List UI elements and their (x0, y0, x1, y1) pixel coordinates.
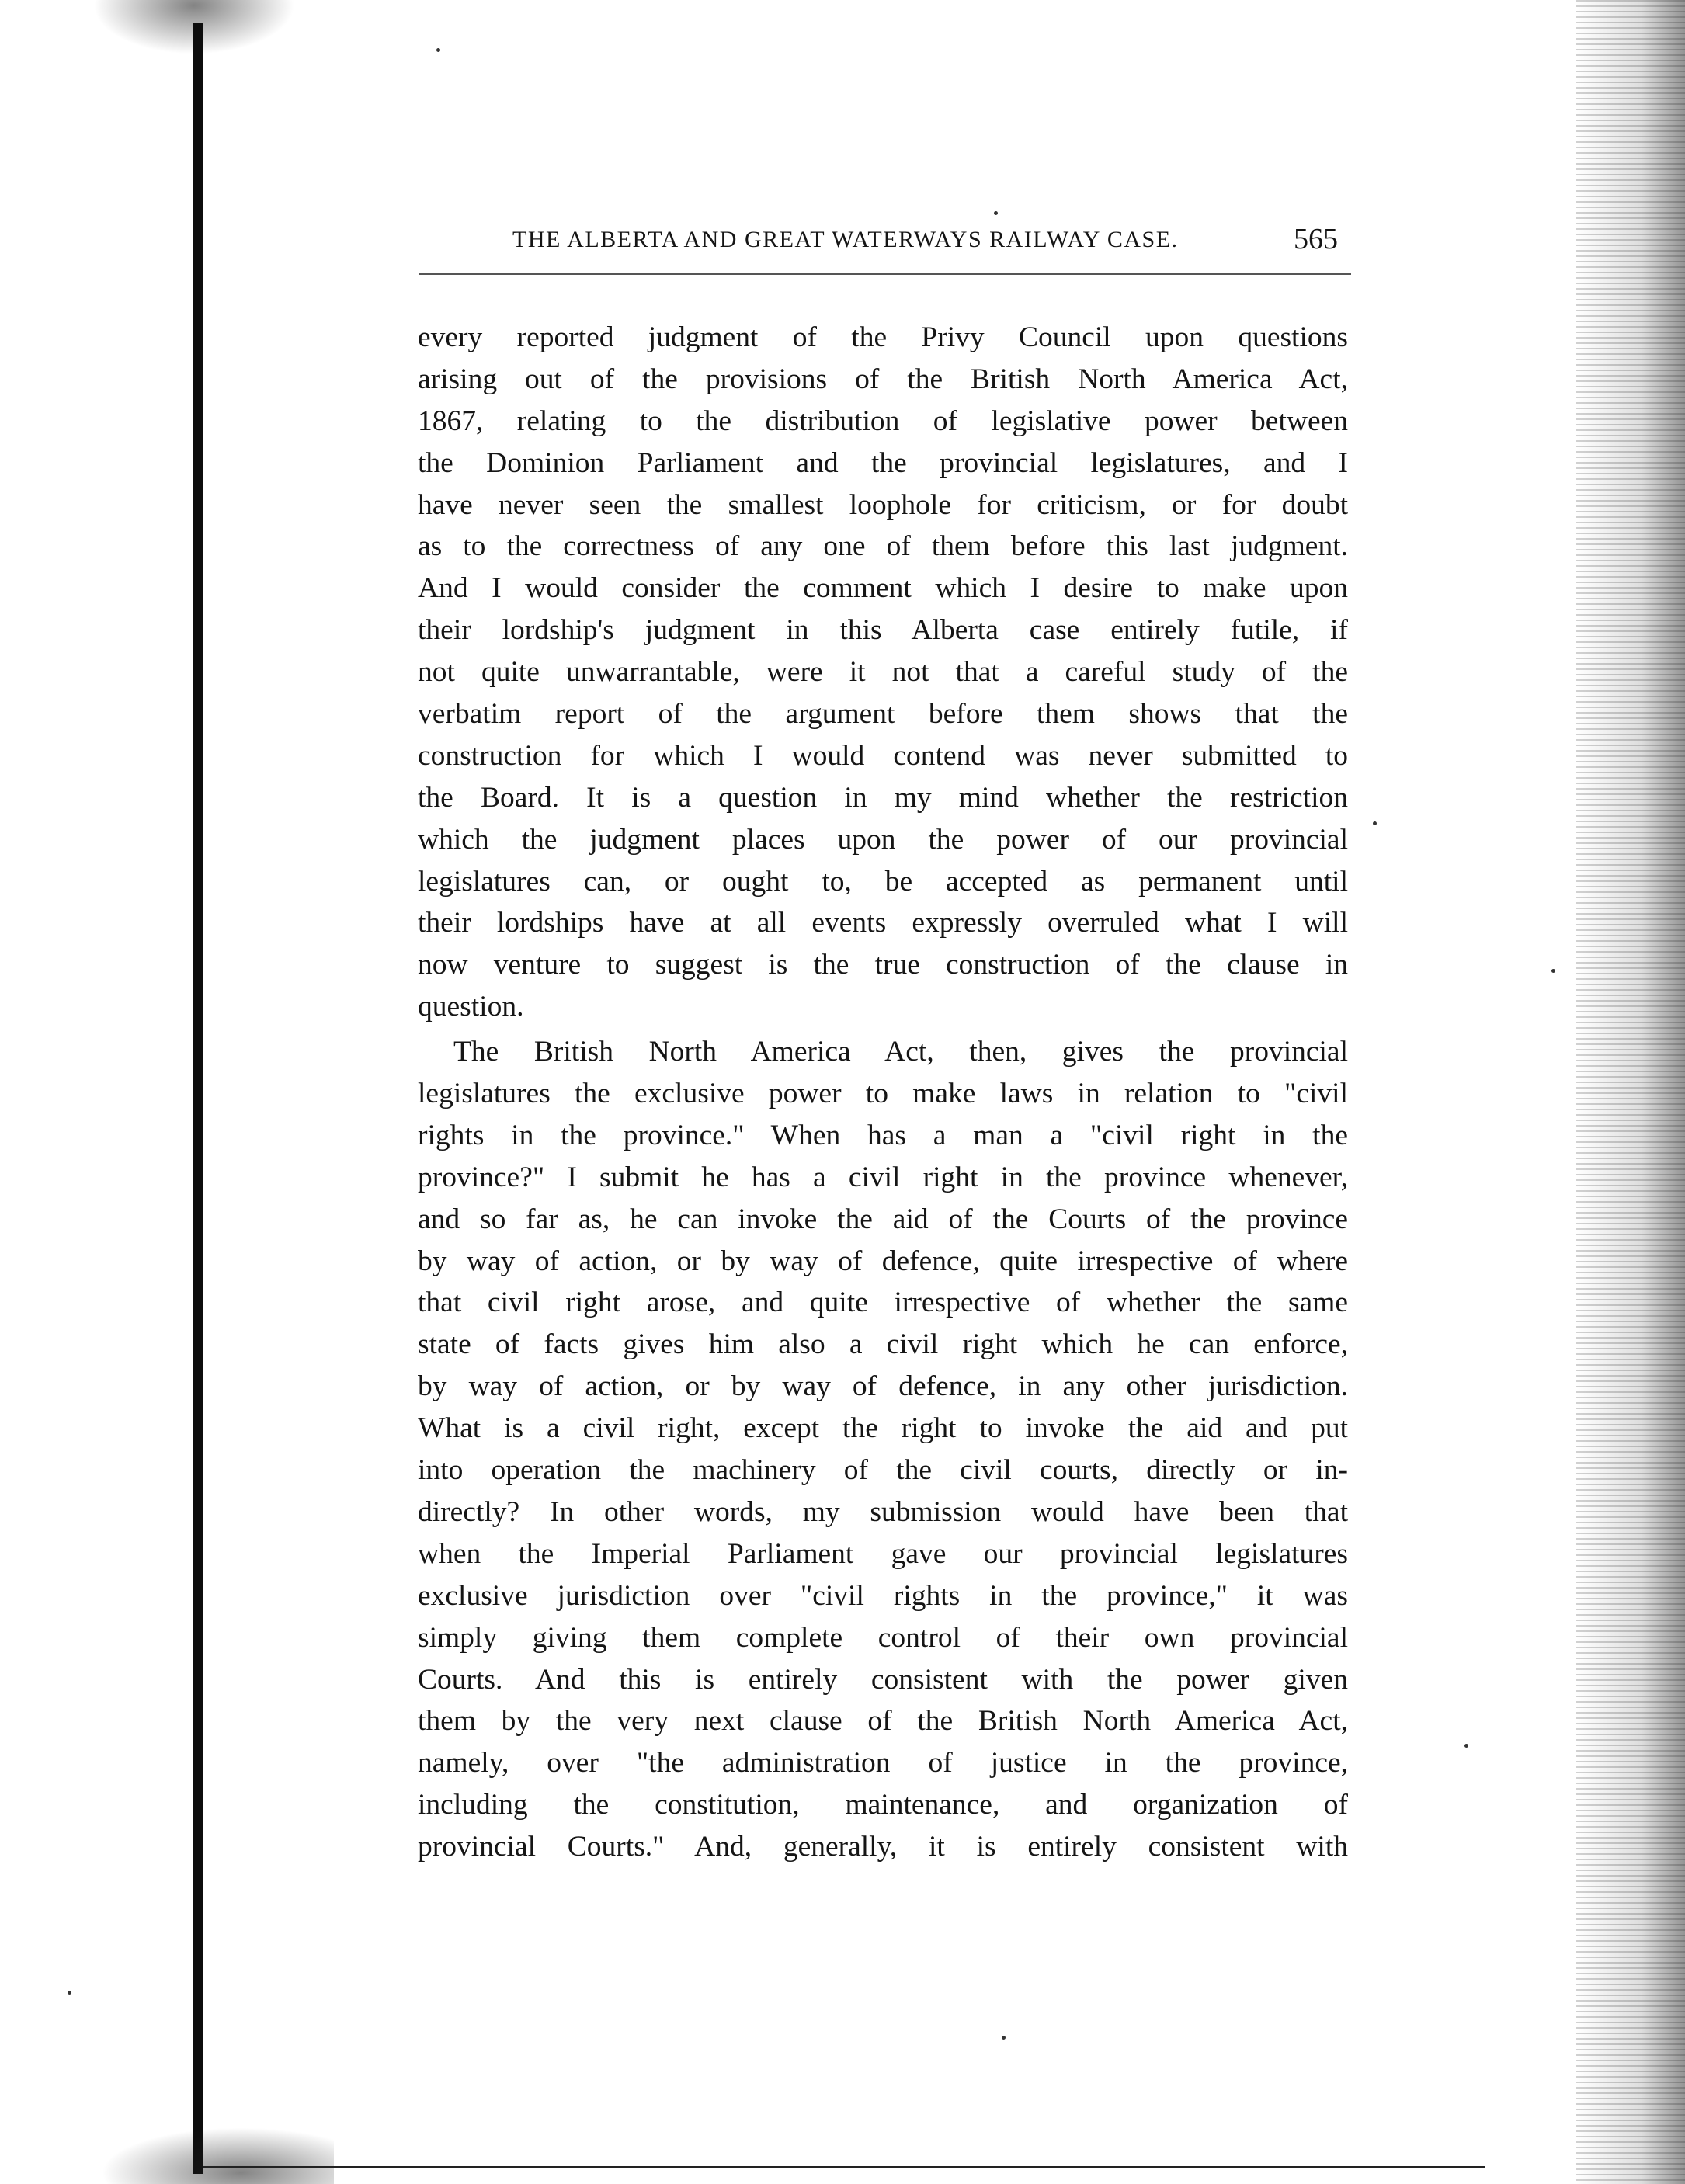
text-line: including the constitution, maintenance, and organization of (418, 1789, 1348, 1821)
text-line: simply giving them complete control of their own provincial (418, 1621, 1348, 1654)
text-line: exclusive jurisdiction over "civil rights in the province," it was (418, 1579, 1348, 1612)
text-line: rights in the province." When has a man a "civil right in the (418, 1119, 1348, 1151)
text-line: have never seen the smallest loophole for criticism, or for doubt (418, 488, 1348, 521)
text-line: directly? In other words, my submission would have been that (418, 1495, 1348, 1528)
text-line: them by the very next clause of the British North America Act, (418, 1705, 1348, 1738)
text-line: every reported judgment of the Privy Council upon questions (418, 321, 1348, 353)
text-line: and so far as, he can invoke the aid of the Courts of the province (418, 1203, 1348, 1235)
text-line: by way of action, or by way of defence, quite irrespective of where (418, 1245, 1348, 1277)
text-line: And I would consider the comment which I desire to make upon (418, 572, 1348, 605)
text-line: province?" I submit he has a civil right in the province whenever, (418, 1161, 1348, 1193)
text-line: their lordships have at all events expressly overruled what I will (418, 907, 1348, 939)
text-line: construction for which I would contend was never submitted to (418, 739, 1348, 772)
text-line: not quite unwarrantable, were it not that a careful study of the (418, 656, 1348, 689)
running-head-title: THE ALBERTA AND GREAT WATERWAYS RAILWAY CASE. (512, 227, 1179, 252)
text-line: their lordship's judgment in this Alberta case entirely futile, if (418, 614, 1348, 647)
text-line: question. (418, 991, 524, 1023)
text-line: now venture to suggest is the true construction of the clause in (418, 949, 1348, 981)
scan-right-page-edge (1576, 0, 1685, 2184)
scan-speck (1464, 1744, 1468, 1748)
text-line: legislatures the exclusive power to make laws in relation to "civil (418, 1078, 1348, 1110)
text-line: by way of action, or by way of defence, in any other jurisdiction. (418, 1370, 1348, 1403)
paragraph-1 (418, 317, 1348, 1028)
text-line: which the judgment places upon the power of our provincial (418, 823, 1348, 856)
scan-left-binding-edge (193, 23, 203, 2174)
header-rule (419, 273, 1351, 275)
scan-bottom-edge (203, 2166, 1485, 2168)
text-line: The British North America Act, then, gives the provincial (453, 1036, 1348, 1068)
text-line: as to the correctness of any one of them before this last judgment. (418, 530, 1348, 563)
text-line: arising out of the provisions of the British North America Act, (418, 363, 1348, 395)
body-text (418, 317, 1348, 1868)
scan-speck (68, 1991, 71, 1995)
text-line: provincial Courts." And, generally, it is entirely consistent with (418, 1831, 1348, 1863)
paragraph-2 (418, 1031, 1348, 1868)
text-line: What is a civil right, except the right to invoke the aid and put (418, 1412, 1348, 1445)
text-line: when the Imperial Parliament gave our provincial legislatures (418, 1537, 1348, 1570)
text-line: Courts. And this is entirely consistent with the power given (418, 1663, 1348, 1696)
scan-speck (1373, 821, 1377, 825)
scan-speck (1551, 969, 1555, 973)
scan-speck (1002, 2036, 1006, 2040)
text-line: that civil right arose, and quite irrespective of whether the same (418, 1286, 1348, 1319)
text-line: legislatures can, or ought to, be accepted as permanent until (418, 865, 1348, 898)
scan-speck (436, 48, 440, 52)
text-line: 1867, relating to the distribution of legislative power between (418, 405, 1348, 437)
scan-speck (994, 211, 998, 215)
text-line: into operation the machinery of the civil courts, directly or in- (418, 1454, 1348, 1487)
scan-smudge-bottom (101, 2127, 334, 2184)
page-number: 565 (1294, 223, 1338, 255)
text-line: the Dominion Parliament and the provincial legislatures, and I (418, 446, 1348, 479)
text-line: verbatim report of the argument before them shows that the (418, 698, 1348, 731)
text-line: state of facts gives him also a civil right which he can enforce, (418, 1328, 1348, 1361)
text-line: the Board. It is a question in my mind whether the restriction (418, 781, 1348, 814)
text-line: namely, over "the administration of justice in the province, (418, 1747, 1348, 1779)
